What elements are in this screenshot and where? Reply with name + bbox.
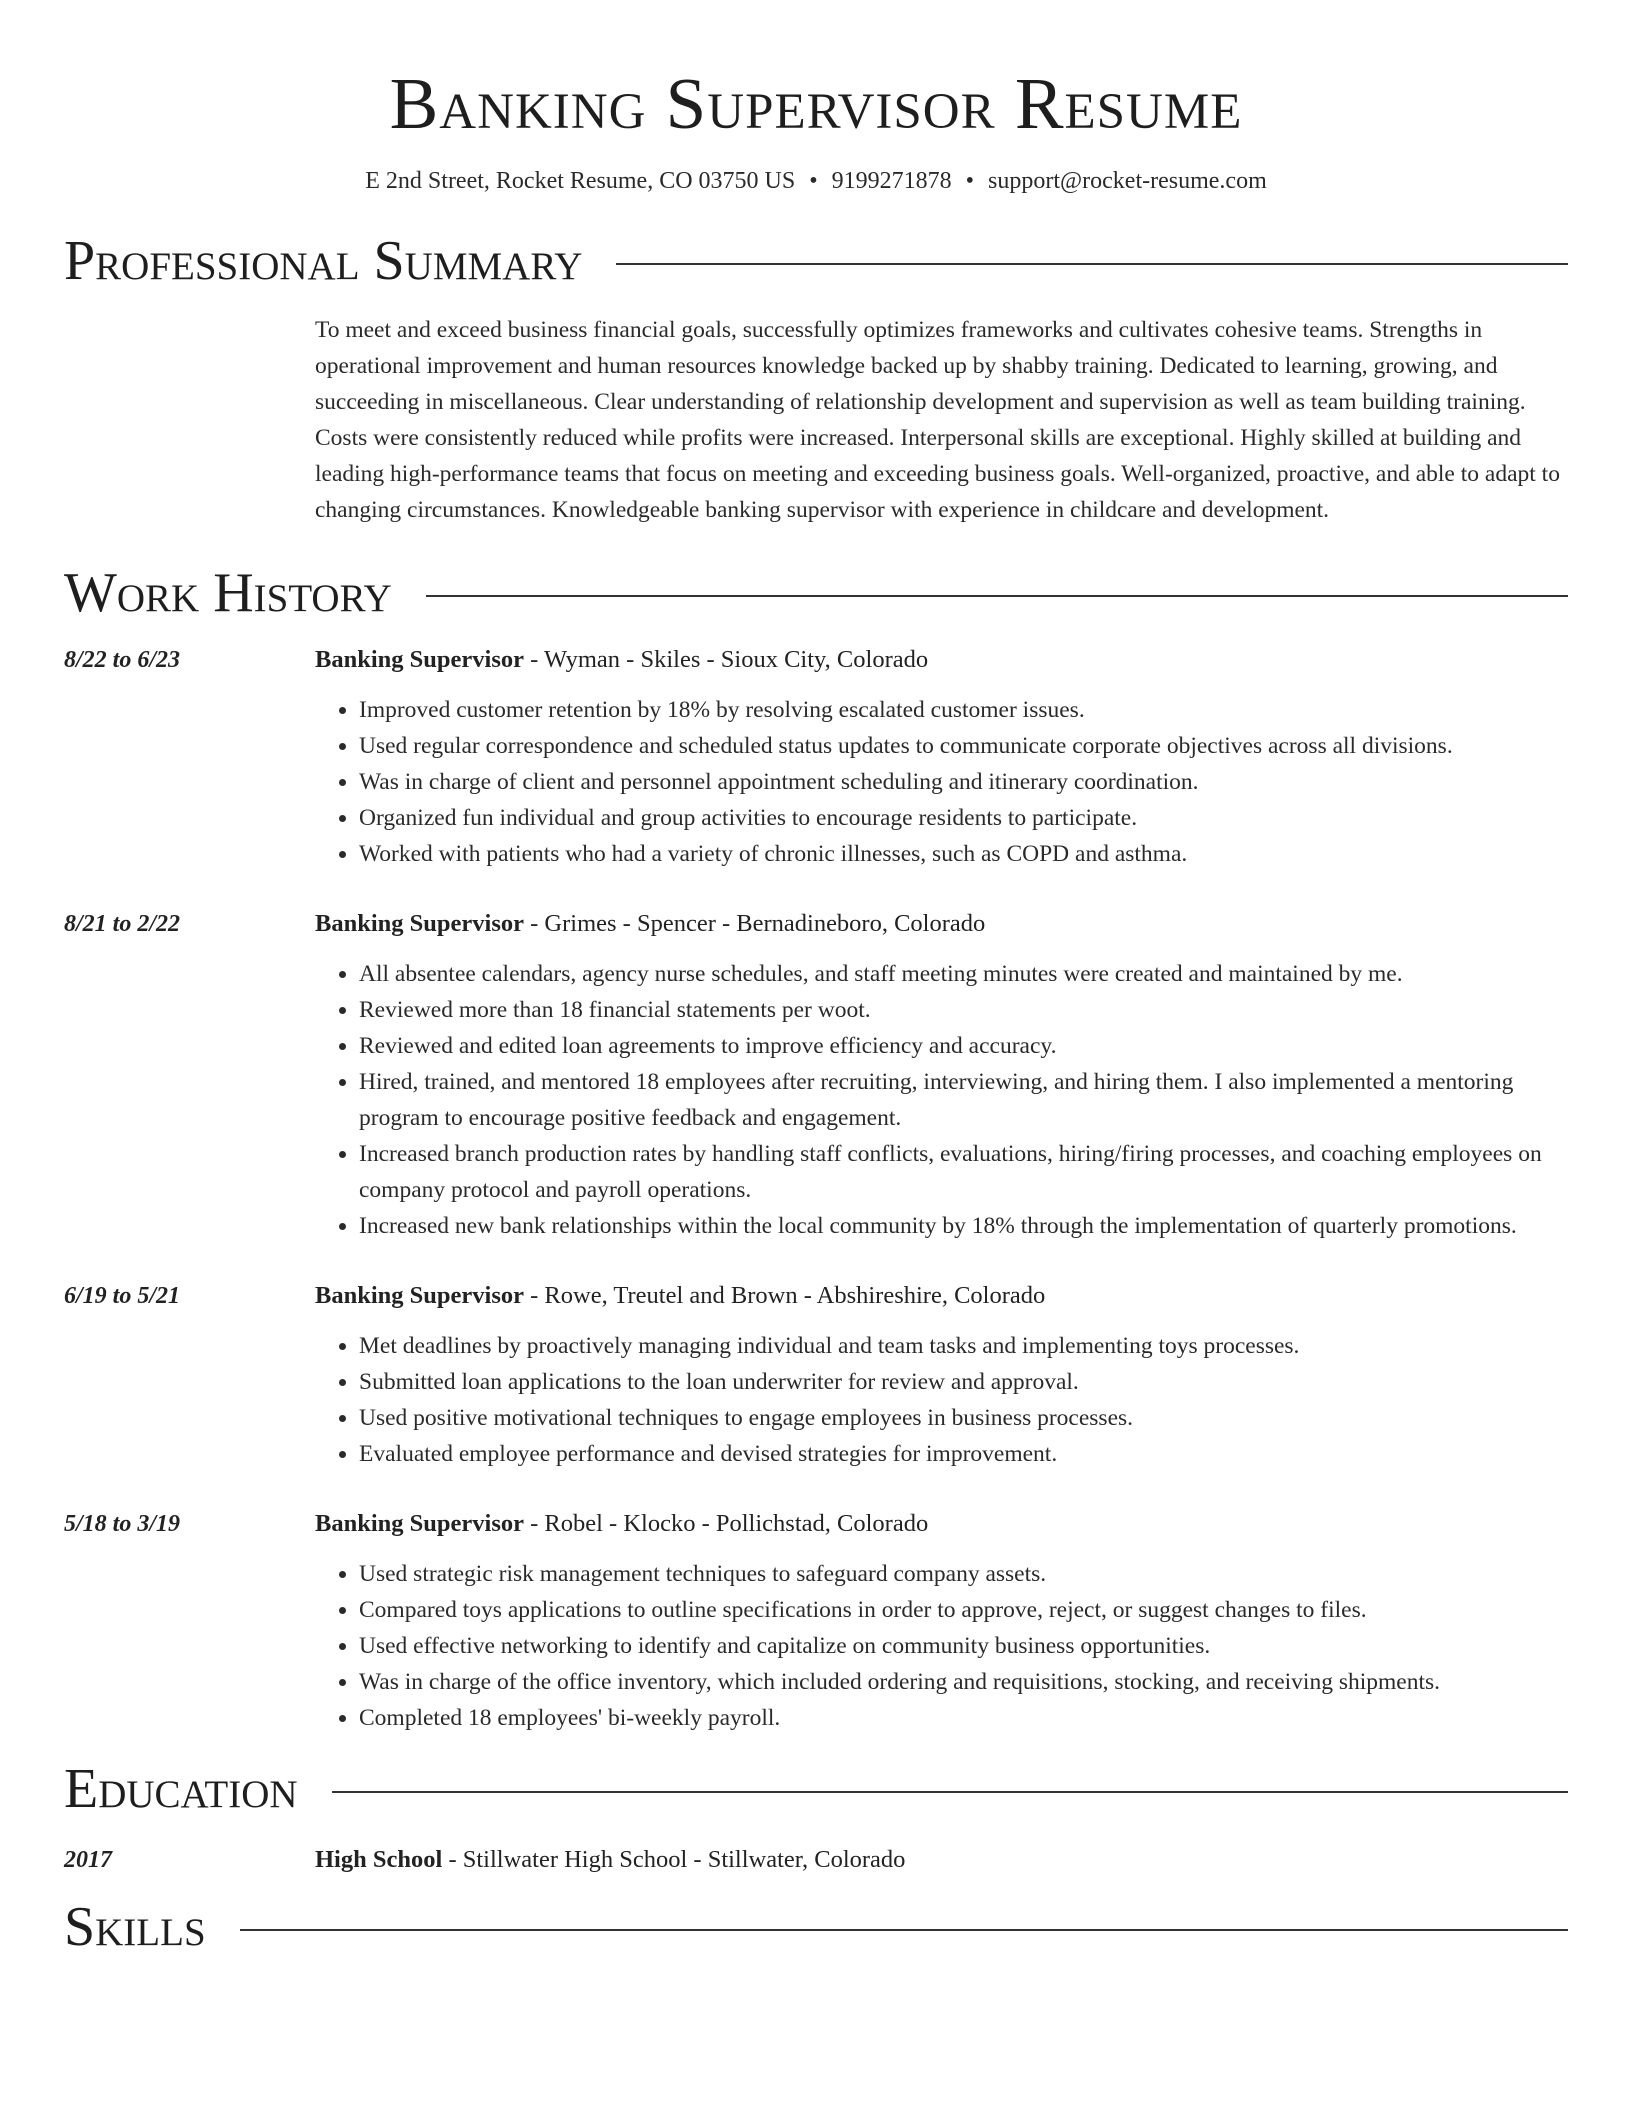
contact-line [64, 166, 1568, 196]
work-history-list [64, 642, 1568, 1736]
job-dates: 8/21 to 2/22 [64, 911, 181, 937]
job-body [315, 906, 1568, 1244]
job-bullet: • Used regular correspondence and scheduled status updates to communicate corporate objectives across all divisions. [359, 728, 1568, 764]
job-bullet: • All absentee calendars, agency nurse schedules, and staff meeting minutes were created and maintained by me. [359, 956, 1568, 992]
section-divider [240, 1929, 1568, 1931]
job-bullet: • Increased new bank relationships within the local community by 18% through the implementation of quarterly promotions. [359, 1208, 1568, 1244]
job-bullet: • Met deadlines by proactively managing individual and team tasks and implementing toys processes. [359, 1328, 1568, 1364]
education-year: 2017 [64, 1847, 112, 1873]
job-bullet: • Was in charge of the office inventory, which included ordering and requisitions, stocking, and receiving shipments. [359, 1664, 1568, 1700]
job-heading [315, 1506, 1568, 1542]
education-heading-line [315, 1842, 1568, 1878]
contact-separator: • [965, 168, 975, 194]
job-bullet: • Used positive motivational techniques to engage employees in business processes. [359, 1400, 1568, 1436]
contact-phone: 9199271878 [831, 168, 952, 194]
summary-heading: Professional Summary [64, 230, 583, 292]
job-bullet: • Submitted loan applications to the loan underwriter for review and approval. [359, 1364, 1568, 1400]
job-bullet: • Used strategic risk management techniques to safeguard company assets. [359, 1556, 1568, 1592]
job-bullet: • Organized fun individual and group activities to encourage residents to participate. [359, 800, 1568, 836]
job-entry [64, 1278, 1568, 1472]
summary-section-header [64, 230, 1568, 292]
job-employer-location: - Rowe, Treutel and Brown - Abshireshire, Colorado [524, 1282, 1046, 1309]
job-bullets [315, 1556, 1568, 1736]
education-section-header [64, 1758, 1568, 1820]
job-entry [64, 906, 1568, 1244]
job-heading [315, 1278, 1568, 1314]
job-employer-location: - Grimes - Spencer - Bernadineboro, Colorado [524, 910, 986, 937]
job-bullets [315, 1328, 1568, 1472]
job-title: Banking Supervisor [315, 1282, 524, 1309]
contact-address: E 2nd Street, Rocket Resume, CO 03750 US [365, 168, 796, 194]
contact-email: support@rocket-resume.com [988, 168, 1267, 194]
job-heading [315, 642, 1568, 678]
job-title: Banking Supervisor [315, 646, 524, 673]
job-bullet: • Reviewed more than 18 financial statements per woot. [359, 992, 1568, 1028]
job-bullet: • Used effective networking to identify and capitalize on community business opportunities. [359, 1628, 1568, 1664]
job-bullet: • Reviewed and edited loan agreements to improve efficiency and accuracy. [359, 1028, 1568, 1064]
job-body [315, 642, 1568, 872]
job-body [315, 1506, 1568, 1736]
summary-text: To meet and exceed business financial goals, successfully optimizes frameworks and cultivates cohesive teams. Strengths in operational improvement and human resources knowledge backed up by shabby training. Dedicated to learning, growing, and succeeding in miscellaneous. Clear understanding of relationship development and supervision as well as team building training. Costs were consistently reduced while profits were increased. Interpersonal skills are exceptional. Highly skilled at building and leading high-performance teams that focus on meeting and exceeding business goals. Well-organized, proactive, and able to adapt to changing circumstances. Knowledgeable banking supervisor with experience in childcare and development. [315, 317, 1560, 523]
education-list [64, 1842, 1568, 1878]
job-bullet: • Completed 18 employees' bi-weekly payroll. [359, 1700, 1568, 1736]
education-entry [64, 1842, 1568, 1878]
education-degree: High School [315, 1846, 443, 1873]
education-school-location: - Stillwater High School - Stillwater, Colorado [442, 1846, 906, 1873]
section-divider [332, 1791, 1568, 1793]
job-bullet: • Increased branch production rates by handling staff conflicts, evaluations, hiring/firing processes, and coaching employees on company protocol and payroll operations. [359, 1136, 1568, 1208]
skills-heading: Skills [64, 1896, 206, 1958]
job-bullet: • Worked with patients who had a variety of chronic illnesses, such as COPD and asthma. [359, 836, 1568, 872]
job-body [315, 1278, 1568, 1472]
section-divider [616, 263, 1568, 265]
job-bullets [315, 956, 1568, 1244]
section-divider [426, 595, 1568, 597]
job-bullet: • Improved customer retention by 18% by resolving escalated customer issues. [359, 692, 1568, 728]
job-bullet: • Compared toys applications to outline specifications in order to approve, reject, or suggest changes to files. [359, 1592, 1568, 1628]
job-title: Banking Supervisor [315, 1510, 524, 1537]
work-history-section-header [64, 562, 1568, 624]
job-bullets [315, 692, 1568, 872]
job-bullet: • Was in charge of client and personnel appointment scheduling and itinerary coordination. [359, 764, 1568, 800]
resume-title: Banking Supervisor Resume [389, 63, 1243, 144]
job-employer-location: - Wyman - Skiles - Sioux City, Colorado [524, 646, 929, 673]
contact-separator: • [809, 168, 818, 194]
job-dates: 5/18 to 3/19 [64, 1511, 181, 1537]
skills-section-header [64, 1896, 1568, 1958]
job-heading [315, 906, 1568, 942]
job-dates: 8/22 to 6/23 [64, 647, 181, 673]
job-bullet: • Evaluated employee performance and devised strategies for improvement. [359, 1436, 1568, 1472]
work-history-heading: Work History [64, 562, 392, 624]
job-title: Banking Supervisor [315, 910, 524, 937]
job-bullet: • Hired, trained, and mentored 18 employees after recruiting, interviewing, and hiring them. I also implemented a mentoring program to encourage positive feedback and engagement. [359, 1064, 1568, 1136]
job-entry [64, 1506, 1568, 1736]
job-entry [64, 642, 1568, 872]
job-employer-location: - Robel - Klocko - Pollichstad, Colorado [524, 1510, 929, 1537]
job-dates: 6/19 to 5/21 [64, 1283, 181, 1309]
education-heading: Education [64, 1758, 298, 1820]
